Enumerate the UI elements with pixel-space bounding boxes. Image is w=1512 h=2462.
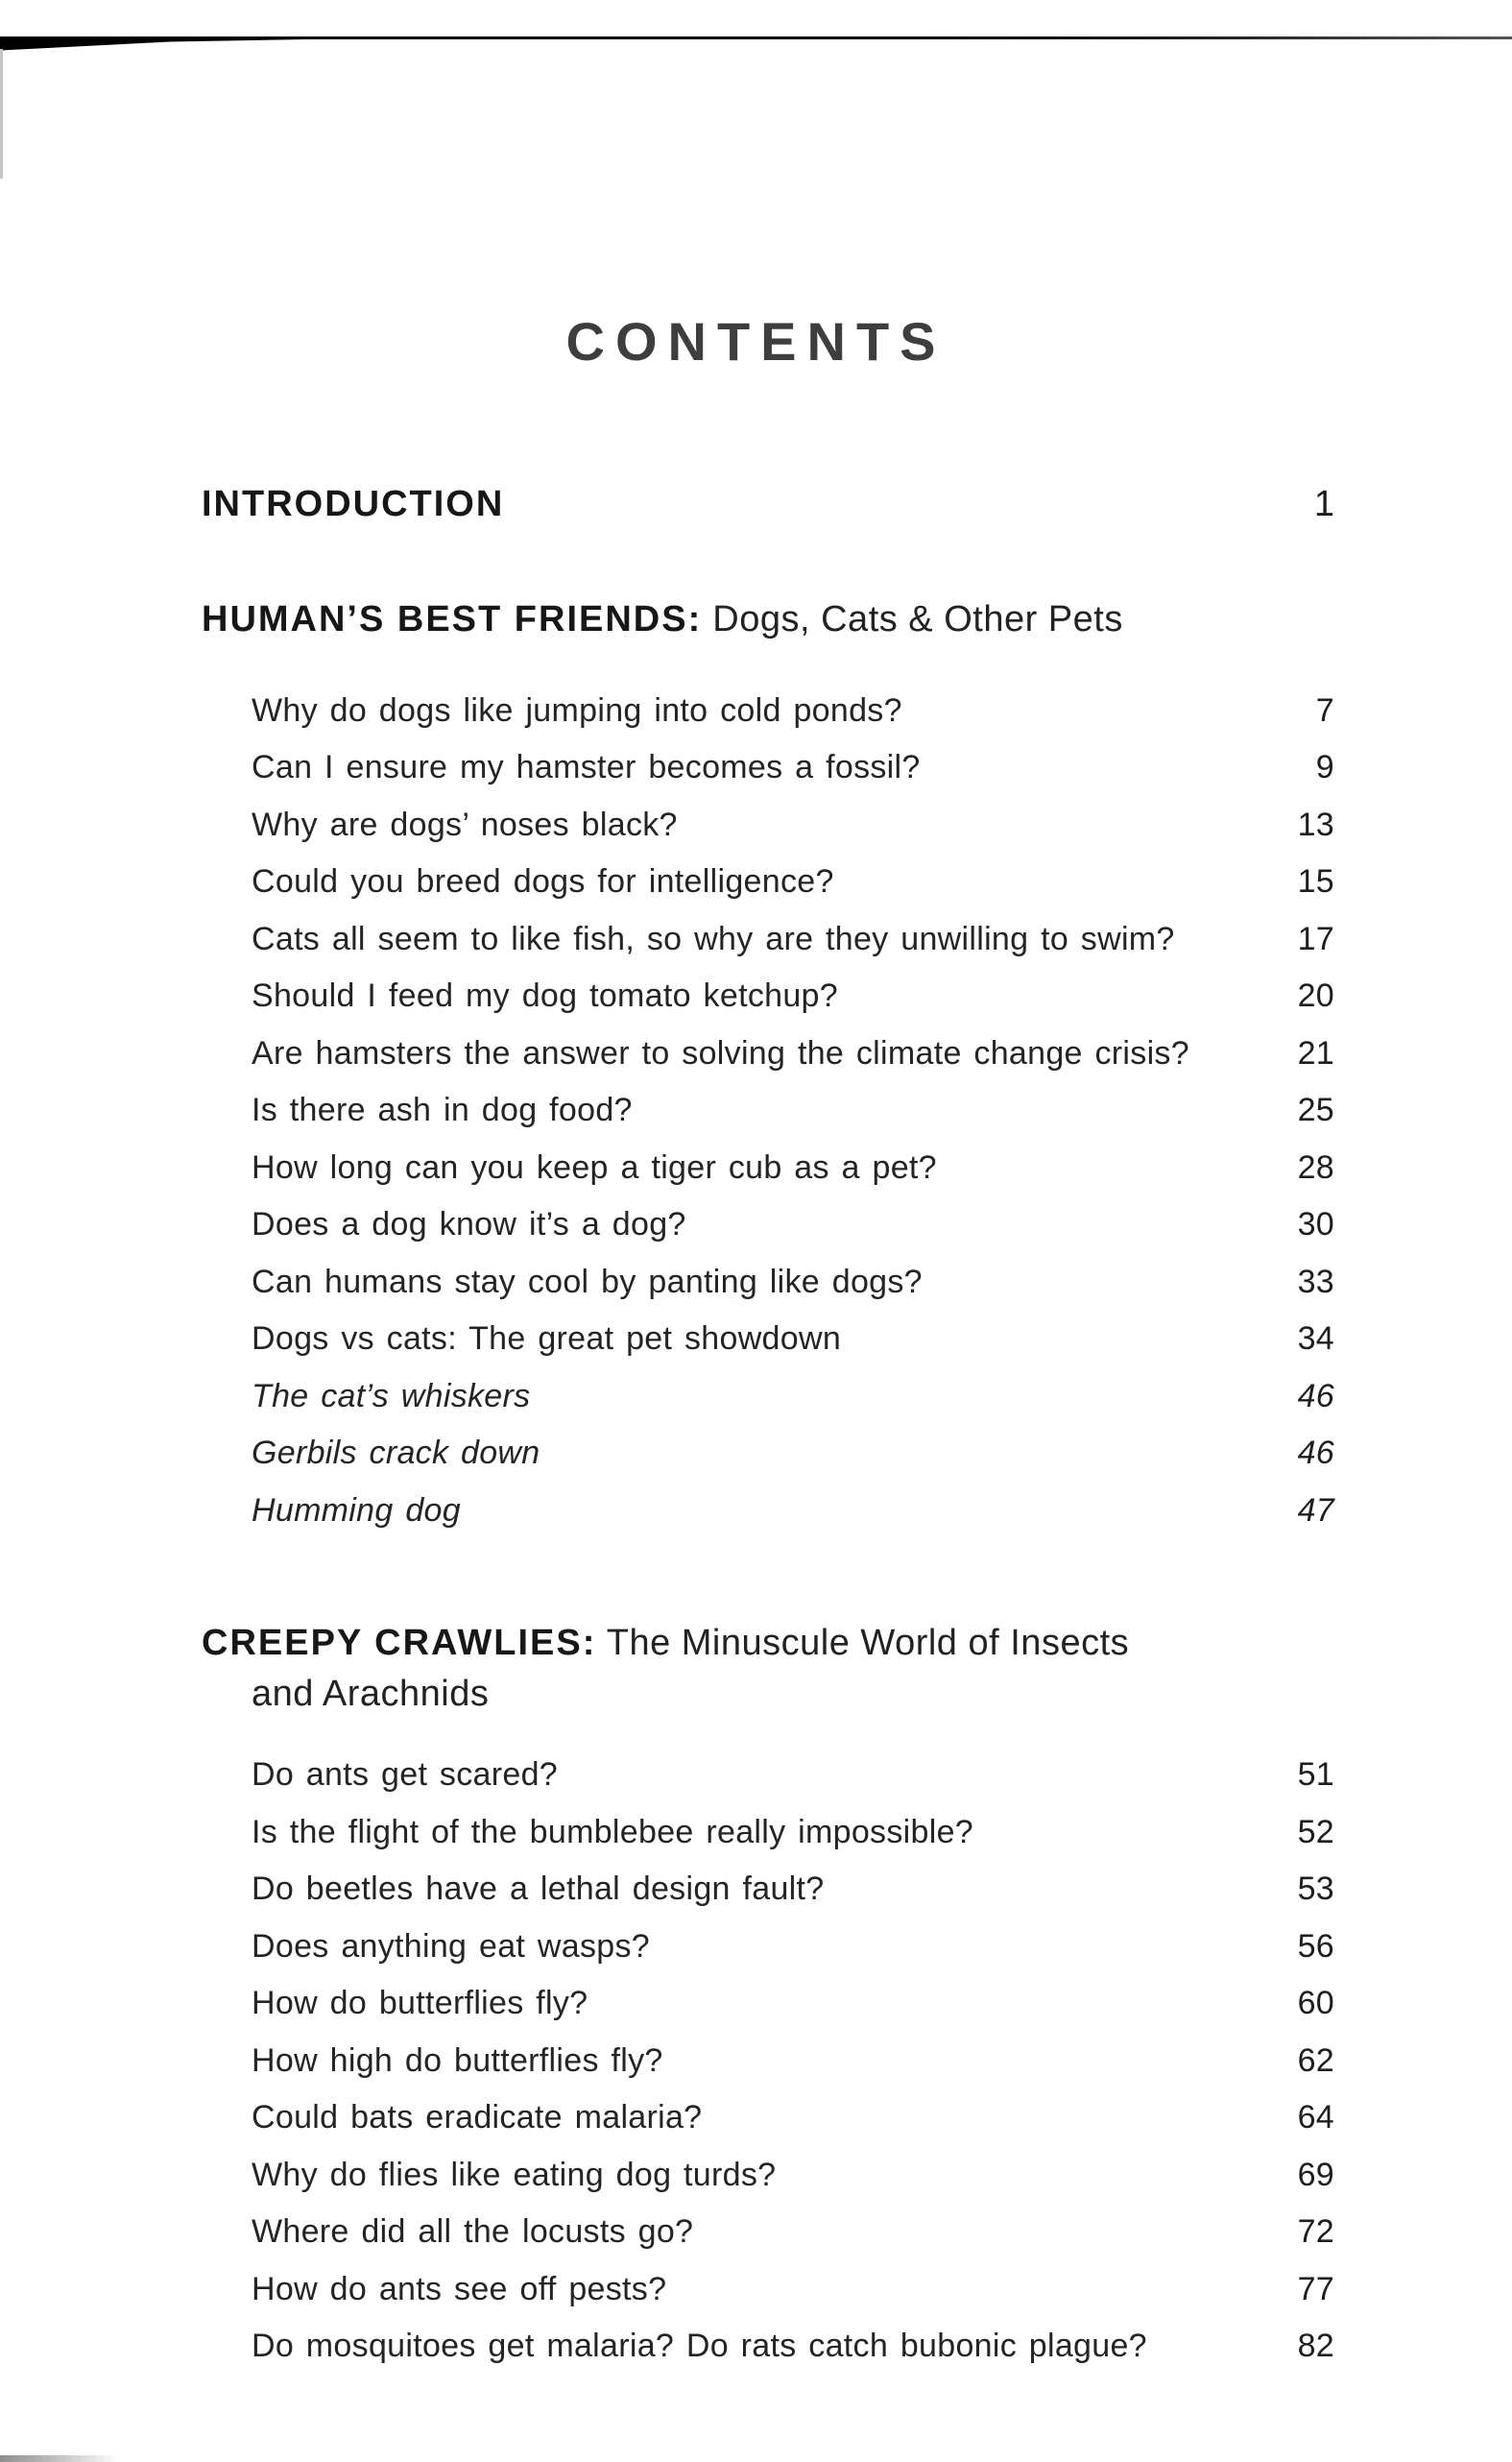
toc-entry xyxy=(252,1261,1334,1318)
toc-entry-label: Cats all seem to like fish, so why are they unwilling to swim? xyxy=(252,920,1175,957)
toc xyxy=(202,479,1334,2382)
toc-entry-label: Is there ash in dog food? xyxy=(252,1092,633,1129)
toc-entry xyxy=(252,2154,1334,2211)
toc-entry-label: Can humans stay cool by panting like dogs? xyxy=(252,1263,923,1300)
toc-entry-label: How do ants see off pests? xyxy=(252,2270,667,2307)
toc-entry-page: 17 xyxy=(1297,920,1334,957)
toc-entry-label: Can I ensure my hamster becomes a fossil? xyxy=(252,749,921,786)
toc-entry xyxy=(252,2210,1334,2268)
toc-entry-page: 13 xyxy=(1297,806,1334,843)
page-title: CONTENTS xyxy=(565,310,947,372)
toc-entry xyxy=(252,804,1334,861)
toc-entry-page: 52 xyxy=(1297,1813,1334,1850)
section-heading-row xyxy=(202,479,1334,530)
section-page-number: 1 xyxy=(1313,483,1334,524)
section-heading-bold: HUMAN’S BEST FRIENDS: xyxy=(202,598,703,640)
toc-entry-page: 69 xyxy=(1297,2156,1334,2193)
scan-edge-left-mark xyxy=(0,49,3,179)
section-heading-bold: INTRODUCTION xyxy=(202,483,505,524)
toc-entry xyxy=(252,1089,1334,1147)
toc-entry xyxy=(252,1925,1334,1983)
toc-entry-page: 34 xyxy=(1297,1320,1334,1358)
toc-entry-page: 62 xyxy=(1297,2041,1334,2079)
toc-entry-page: 30 xyxy=(1297,1206,1334,1243)
toc-entry-page: 33 xyxy=(1297,1263,1334,1300)
toc-entry-page: 21 xyxy=(1297,1034,1334,1072)
toc-entry-page: 47 xyxy=(1297,1491,1334,1529)
toc-entry-label: Should I feed my dog tomato ketchup? xyxy=(252,978,838,1015)
section-heading-subtitle: The Minuscule World of Insects xyxy=(596,1623,1130,1664)
toc-entry-label: Humming dog xyxy=(252,1491,461,1529)
toc-entry xyxy=(252,1317,1334,1375)
toc-entry xyxy=(252,1753,1334,1811)
section-heading xyxy=(202,479,504,530)
toc-entry xyxy=(252,918,1334,976)
section-heading xyxy=(202,1618,1129,1669)
toc-entry-label: Why do dogs like jumping into cold ponds? xyxy=(252,691,902,729)
toc-entry xyxy=(252,689,1334,747)
toc-entry xyxy=(252,975,1334,1032)
toc-entry xyxy=(252,1868,1334,1925)
toc-entry xyxy=(252,1982,1334,2040)
toc-entry xyxy=(252,2268,1334,2326)
toc-entry xyxy=(252,2325,1334,2382)
toc-entry-label: How long can you keep a tiger cub as a pet? xyxy=(252,1148,937,1186)
toc-entry xyxy=(252,1811,1334,1869)
toc-entry-list xyxy=(252,1753,1334,2382)
toc-entry xyxy=(252,746,1334,804)
toc-entry-label: Why do flies like eating dog turds? xyxy=(252,2156,777,2193)
toc-entry-page: 51 xyxy=(1297,1756,1334,1794)
toc-entry-page: 60 xyxy=(1297,1985,1334,2022)
toc-entry-label: Does anything eat wasps? xyxy=(252,1927,651,1965)
toc-entry-page: 9 xyxy=(1315,749,1334,786)
toc-entry-label: Do mosquitoes get malaria? Do rats catch bubonic plague? xyxy=(252,2328,1147,2365)
section-heading xyxy=(202,594,1123,645)
toc-section-creepy xyxy=(202,1618,1334,2382)
toc-entry xyxy=(252,2040,1334,2097)
toc-entry-label: Is the flight of the bumblebee really impossible? xyxy=(252,1813,973,1850)
toc-entry-page: 15 xyxy=(1297,863,1334,901)
toc-entry-label: Does a dog know it’s a dog? xyxy=(252,1206,686,1243)
section-heading-row xyxy=(202,594,1334,645)
toc-entry-label: How do butterflies fly? xyxy=(252,1985,588,2022)
toc-entry-list xyxy=(252,689,1334,1547)
toc-entry xyxy=(252,2096,1334,2154)
toc-entry-page: 46 xyxy=(1297,1435,1334,1472)
toc-entry-label: Do beetles have a lethal design fault? xyxy=(252,1871,825,1908)
toc-entry-page: 25 xyxy=(1297,1092,1334,1129)
toc-entry xyxy=(252,1489,1334,1547)
toc-entry-label: Could bats eradicate malaria? xyxy=(252,2099,703,2136)
toc-entry-label: Gerbils crack down xyxy=(252,1435,540,1472)
toc-entry xyxy=(252,1203,1334,1261)
toc-entry-page: 7 xyxy=(1315,691,1334,729)
toc-entry-page: 72 xyxy=(1297,2213,1334,2251)
toc-entry-page: 28 xyxy=(1297,1148,1334,1186)
toc-entry-page: 82 xyxy=(1297,2328,1334,2365)
toc-entry-page: 46 xyxy=(1297,1377,1334,1414)
section-heading-bold: CREEPY CRAWLIES: xyxy=(202,1623,597,1664)
section-heading-row xyxy=(202,1618,1334,1669)
toc-entry-page: 53 xyxy=(1297,1871,1334,1908)
toc-entry-page: 20 xyxy=(1297,978,1334,1015)
scanned-contents-page xyxy=(0,36,1512,2462)
toc-entry xyxy=(252,1147,1334,1204)
toc-entry-label: Do ants get scared? xyxy=(252,1756,558,1794)
section-heading-line2: and Arachnids xyxy=(252,1674,490,1715)
toc-section-humans xyxy=(202,594,1334,1547)
toc-entry-label: Where did all the locusts go? xyxy=(252,2213,694,2251)
toc-entry-label: The cat’s whiskers xyxy=(252,1377,531,1414)
toc-entry xyxy=(252,1032,1334,1090)
toc-section-intro xyxy=(202,479,1334,530)
toc-entry-label: Are hamsters the answer to solving the climate change crisis? xyxy=(252,1034,1189,1072)
toc-entry-label: Why are dogs’ noses black? xyxy=(252,806,678,843)
scan-edge-bottom-mark xyxy=(0,2455,120,2462)
section-heading-subtitle: Dogs, Cats & Other Pets xyxy=(702,598,1123,640)
toc-entry xyxy=(252,1432,1334,1489)
toc-entry xyxy=(252,860,1334,918)
toc-entry-label: Dogs vs cats: The great pet showdown xyxy=(252,1320,842,1358)
toc-entry xyxy=(252,1375,1334,1433)
toc-entry-label: How high do butterflies fly? xyxy=(252,2041,663,2079)
toc-entry-page: 56 xyxy=(1297,1927,1334,1965)
toc-entry-label: Could you breed dogs for intelligence? xyxy=(252,863,834,901)
toc-entry-page: 77 xyxy=(1297,2270,1334,2307)
toc-entry-page: 64 xyxy=(1297,2099,1334,2136)
